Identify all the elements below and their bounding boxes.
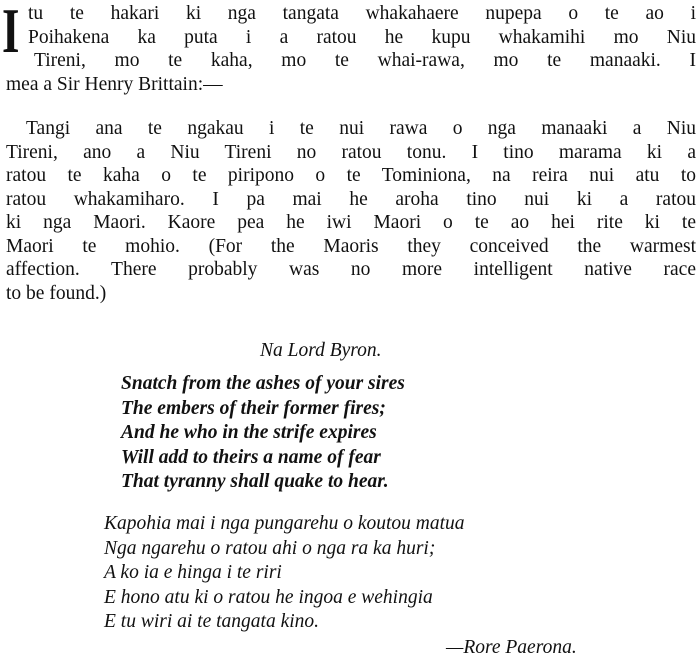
body-line: ki nga Maori. Kaore pea he iwi Maori o te ao hei rite ki te — [6, 212, 696, 233]
poem-line: Will add to theirs a name of fear — [121, 446, 381, 468]
body-line: Maori te mohio. (For the Maoris they conceived the warmest — [6, 235, 696, 257]
intro-paragraph — [2, 0, 696, 96]
poem-line: And he who in the strife expires — [121, 422, 377, 443]
poem-line: A ko ia e hinga i te riri — [104, 562, 282, 583]
body-line: ratou whakamiharo. I pa mai he aroha tino nui ki a ratou — [6, 188, 696, 210]
poem-line: E hono atu ki o ratou he ingoa e wehingia — [104, 586, 433, 608]
poem-line: The embers of their former fires; — [121, 397, 386, 419]
body-paragraph — [6, 117, 696, 305]
body-line: affection. There probably was no more intelligent native race — [6, 259, 696, 280]
poem-maori — [104, 512, 465, 635]
poem-line: Nga ngarehu o ratou ahi o nga ra ka huri; — [104, 537, 436, 559]
intro-line: Poihakena ka puta i a ratou he kupu whakamihi mo Niu — [28, 26, 696, 48]
drop-cap: I — [2, 0, 20, 66]
body-line: Tangi ana te ngakau i te nui rawa o nga manaaki a Niu — [26, 118, 696, 139]
intro-line: Tireni, mo te kaha, mo te whai-rawa, mo te manaaki. I — [34, 50, 696, 71]
translator-signature: —Rore Paerona. — [446, 637, 577, 658]
poem-attribution: Na Lord Byron. — [260, 340, 382, 361]
poem-line: Kapohia mai i nga pungarehu o koutou matua — [104, 513, 465, 534]
intro-line: tu te hakari ki nga tangata whakahaere nupepa o te ao i — [28, 3, 696, 24]
intro-line: mea a Sir Henry Brittain:— — [6, 73, 223, 95]
poem-english — [121, 372, 405, 495]
body-line: ratou te kaha o te piripono o te Tominiona, na reira nui atu to — [6, 165, 696, 186]
poem-line: Snatch from the ashes of your sires — [121, 373, 405, 394]
body-line: to be found.) — [6, 282, 107, 304]
poem-line: That tyranny shall quake to hear. — [121, 471, 389, 492]
poem-line: E tu wiri ai te tangata kino. — [104, 611, 320, 632]
body-line: Tireni, ano a Niu Tireni no ratou tonu. I tino marama ki a — [6, 141, 696, 163]
